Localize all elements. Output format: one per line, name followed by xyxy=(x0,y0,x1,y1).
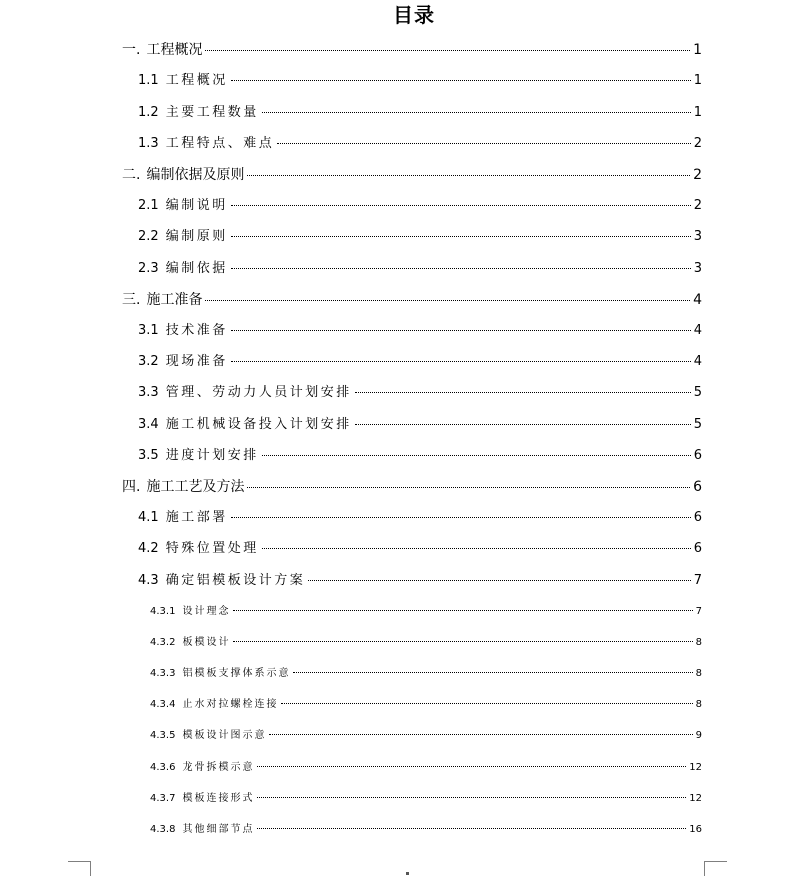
toc-dot-leader xyxy=(231,236,691,237)
toc-dot-leader xyxy=(247,175,690,176)
toc-entry-number: 一. xyxy=(122,42,141,58)
toc-dot-leader xyxy=(205,50,690,51)
toc-entry[interactable] xyxy=(138,135,702,153)
toc-entry-title: 编制原则 xyxy=(165,229,228,244)
toc-entry-page: 2 xyxy=(693,167,702,183)
toc-entry-title: 其他细部节点 xyxy=(182,824,255,835)
toc-entry-number: 4.3.2 xyxy=(150,637,176,648)
toc-entry[interactable] xyxy=(138,416,702,434)
toc-entry-number: 1.3 xyxy=(138,136,159,151)
toc-dot-leader xyxy=(231,330,691,331)
toc-dot-leader xyxy=(233,610,692,611)
page-corner-mark-left xyxy=(68,861,91,876)
toc-entry[interactable] xyxy=(150,823,702,837)
toc-entry-number: 4.3.7 xyxy=(150,793,176,804)
toc-entry-title: 施工工艺及方法 xyxy=(146,479,245,495)
toc-dot-leader xyxy=(355,392,691,393)
toc-dot-leader xyxy=(231,361,691,362)
toc-dot-leader xyxy=(231,517,691,518)
toc-entry-page: 1 xyxy=(693,105,702,120)
toc-entry[interactable] xyxy=(138,353,702,371)
toc-entry-number: 4.3.8 xyxy=(150,824,176,835)
toc-entry-number: 3.1 xyxy=(138,323,159,338)
toc-entry-title: 止水对拉螺栓连接 xyxy=(182,699,279,710)
toc-entry[interactable] xyxy=(138,72,702,90)
toc-dot-leader xyxy=(281,703,692,704)
toc-dot-leader xyxy=(247,487,690,488)
toc-entry-page: 2 xyxy=(693,136,702,151)
toc-dot-leader xyxy=(269,734,692,735)
toc-entry-page: 6 xyxy=(693,510,702,525)
toc-dot-leader xyxy=(231,268,691,269)
toc-entry-page: 6 xyxy=(693,541,702,556)
toc-entry-number: 4.3.5 xyxy=(150,730,176,741)
toc-entry[interactable] xyxy=(138,260,702,278)
toc-entry-number: 3.4 xyxy=(138,417,159,432)
toc-entry[interactable] xyxy=(122,166,702,184)
toc-entry-number: 三. xyxy=(122,292,141,308)
toc-entry[interactable] xyxy=(138,447,702,465)
toc-entry-title: 主要工程数量 xyxy=(165,105,259,120)
toc-entry-number: 4.3.1 xyxy=(150,606,176,617)
toc-entry-title: 施工部署 xyxy=(165,510,228,525)
toc-entry-number: 二. xyxy=(122,167,141,183)
toc-entry-title: 现场准备 xyxy=(165,354,228,369)
page-corner-mark-right xyxy=(704,861,727,876)
toc-entry-number: 4.2 xyxy=(138,541,159,556)
toc-dot-leader xyxy=(233,641,692,642)
toc-entry-page: 4 xyxy=(693,323,702,338)
toc-entry-number: 1.2 xyxy=(138,105,159,120)
toc-entry[interactable] xyxy=(122,41,702,59)
toc-entry-page: 9 xyxy=(695,730,702,741)
toc-entry-page: 16 xyxy=(689,824,702,835)
toc-dot-leader xyxy=(262,455,691,456)
toc-entry-title: 技术准备 xyxy=(165,323,228,338)
toc-dot-leader xyxy=(257,828,686,829)
toc-entry-number: 4.3.4 xyxy=(150,699,176,710)
toc-entry[interactable] xyxy=(122,291,702,309)
toc-entry-number: 2.1 xyxy=(138,198,159,213)
toc-entry-page: 3 xyxy=(693,229,702,244)
toc-entry-page: 1 xyxy=(693,42,702,58)
toc-entry-page: 7 xyxy=(695,606,702,617)
toc-entry-title: 龙骨拆模示意 xyxy=(182,762,255,773)
toc-entry-title: 进度计划安排 xyxy=(165,448,259,463)
toc-entry-title: 编制依据 xyxy=(165,261,228,276)
toc-entry-number: 2.3 xyxy=(138,261,159,276)
toc-entry-title: 确定铝模板设计方案 xyxy=(165,573,306,588)
toc-entry-title: 板模设计 xyxy=(182,637,231,648)
toc-entry-number: 4.3.6 xyxy=(150,762,176,773)
toc-entry-number: 3.3 xyxy=(138,385,159,400)
toc-entry-title: 设计理念 xyxy=(182,606,231,617)
toc-entry-title: 施工机械设备投入计划安排 xyxy=(165,417,352,432)
toc-dot-leader xyxy=(262,548,691,549)
toc-entry-title: 编制依据及原则 xyxy=(146,167,245,183)
toc-entry-number: 3.5 xyxy=(138,448,159,463)
toc-entry-page: 12 xyxy=(689,762,702,773)
toc-entry-title: 施工准备 xyxy=(146,292,203,308)
toc-entry-title: 模板设计图示意 xyxy=(182,730,267,741)
toc-entry-page: 8 xyxy=(695,668,702,679)
toc-entry-title: 模板连接形式 xyxy=(182,793,255,804)
toc-entry-page: 4 xyxy=(693,354,702,369)
toc-entry-title: 铝模板支撑体系示意 xyxy=(182,668,291,679)
toc-dot-leader xyxy=(257,766,686,767)
toc-dot-leader xyxy=(257,797,686,798)
page-footer-mark xyxy=(406,872,409,875)
toc-dot-leader xyxy=(277,143,691,144)
toc-entry-page: 4 xyxy=(693,292,702,308)
toc-entry-number: 1.1 xyxy=(138,73,159,88)
toc-entry[interactable] xyxy=(150,761,702,775)
toc-entry[interactable] xyxy=(150,636,702,650)
toc-entry-title: 特殊位置处理 xyxy=(165,541,259,556)
toc-entry[interactable] xyxy=(138,540,702,558)
toc-entry-page: 12 xyxy=(689,793,702,804)
toc-entry-page: 8 xyxy=(695,699,702,710)
toc-entry[interactable] xyxy=(122,478,702,496)
toc-entry-title: 工程概况 xyxy=(165,73,228,88)
toc-entry-page: 5 xyxy=(693,417,702,432)
toc-entry-number: 4.3.3 xyxy=(150,668,176,679)
toc-entry[interactable] xyxy=(150,792,702,806)
toc-entry-title: 编制说明 xyxy=(165,198,228,213)
toc-dot-leader xyxy=(231,205,691,206)
toc-entry-page: 1 xyxy=(693,73,702,88)
toc-dot-leader xyxy=(205,300,690,301)
toc-entry-number: 2.2 xyxy=(138,229,159,244)
toc-entry-title: 管理、劳动力人员计划安排 xyxy=(165,385,352,400)
toc-entry[interactable] xyxy=(138,104,702,122)
toc-entry-number: 四. xyxy=(122,479,141,495)
toc-entry[interactable] xyxy=(138,228,702,246)
toc-entry[interactable] xyxy=(150,698,702,712)
toc-entry[interactable] xyxy=(150,667,702,681)
toc-entry-number: 4.3 xyxy=(138,573,159,588)
toc-dot-leader xyxy=(308,580,691,581)
toc-dot-leader xyxy=(262,112,691,113)
toc-entry-page: 3 xyxy=(693,261,702,276)
toc-dot-leader xyxy=(355,424,691,425)
toc-entry-number: 4.1 xyxy=(138,510,159,525)
toc-entry-page: 7 xyxy=(693,573,702,588)
toc-entry-page: 8 xyxy=(695,637,702,648)
toc-dot-leader xyxy=(231,80,691,81)
page-title: 目录 xyxy=(393,3,435,27)
toc-entry-page: 6 xyxy=(693,479,702,495)
toc-entry-number: 3.2 xyxy=(138,354,159,369)
toc-entry[interactable] xyxy=(150,605,702,619)
toc-dot-leader xyxy=(293,672,692,673)
toc-entry[interactable] xyxy=(138,197,702,215)
toc-entry[interactable] xyxy=(138,384,702,402)
toc-entry[interactable] xyxy=(138,572,702,590)
toc-entry-page: 2 xyxy=(693,198,702,213)
toc-entry-page: 5 xyxy=(693,385,702,400)
toc-entry[interactable] xyxy=(138,322,702,340)
toc-entry[interactable] xyxy=(150,729,702,743)
toc-entry[interactable] xyxy=(138,509,702,527)
toc-entry-title: 工程特点、难点 xyxy=(165,136,275,151)
toc-entry-title: 工程概况 xyxy=(146,42,203,58)
toc-entry-page: 6 xyxy=(693,448,702,463)
